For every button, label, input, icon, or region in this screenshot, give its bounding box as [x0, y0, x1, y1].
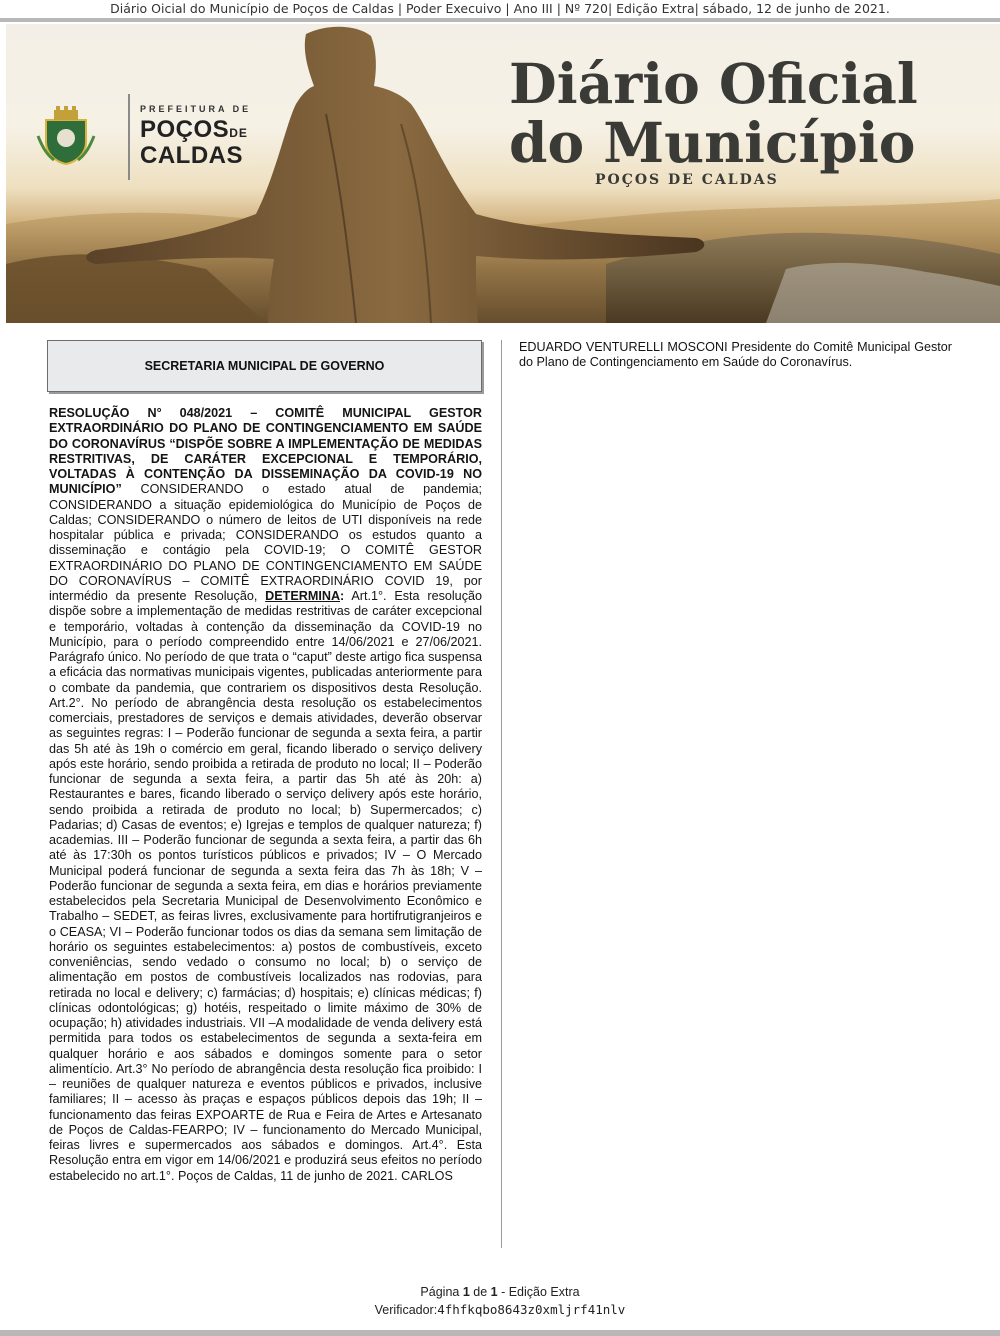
column-divider: [501, 340, 502, 1248]
logo-divider: [128, 94, 130, 180]
determina-label: DETERMINA:: [265, 589, 345, 603]
logo-prefeitura-label: PREFEITURA DE: [140, 104, 252, 114]
section-box: [47, 340, 482, 392]
coat-of-arms-icon: [36, 106, 96, 166]
logo-de: DE: [229, 126, 248, 140]
page-total: 1: [490, 1285, 498, 1299]
page-indicator: Página 1 de 1 - Edição Extra: [420, 1285, 580, 1299]
resolution-continuation: EDUARDO VENTURELLI MOSCONI Presidente do Comitê Municipal Gestor do Plano de Contingenciamento em Saúde do Coronavírus.: [519, 340, 952, 370]
section-title: SECRETARIA MUNICIPAL DE GOVERNO: [144, 359, 385, 373]
masthead-city: POÇOS DE CALDAS: [595, 172, 779, 188]
edition-header: Diário Oicial do Município de Poços de Caldas | Poder Execuivo | Ano III | Nº 720| Edição Extra| sábado, 12 de junho de 2021.: [110, 1, 890, 16]
logo-caldas: CALDAS: [140, 142, 243, 169]
logo-pocos: POÇOSDE: [140, 116, 248, 143]
header-rule: [0, 18, 1000, 22]
masthead-line1: Diário Oficial: [509, 51, 918, 116]
footer-rule: [0, 1330, 1000, 1336]
resolution-body: [49, 406, 482, 1184]
prefeitura-logo: [36, 86, 256, 186]
resolution-text-part2: Art.1°. Esta resolução dispõe sobre a implementação de medidas restritivas de caráter excepcional e temporário, voltadas à contenção da disseminação da COVID-19 no Município, para o período compreendido entre 14/06/2021 e 27/06/2021. Parágrafo único. No período de que trata o “caput” deste artigo fica suspensa a eficácia das normativas municipais vigentes, publicadas anteriormente para o combate da pandemia, que contrariem os dispositivos desta Resolução. Art.2°. No período de abrangência desta resolução os estabelecimentos comerciais, prestadores de serviços e demais atividades, deverão observar as seguintes regras: I – Poderão funcionar de segunda a sexta feira, a partir das 5h até às 19h o comércio em geral, ficando liberado o serviço delivery após este horário, sendo proibida a retirada de produto no local; II – Poderão funcionar de segunda a sexta feira, a partir das 5h até às 20h: a) Restaurantes e bares, ficando liberado o serviço delivery após este horário, sendo proibida a retirada de produto no local; b) Supermercados; c) Padarias; d) Casas de eventos; e) Igrejas e templos de qualquer natureza; f) academias. III – Poderão funcionar de segunda a sexta feira, a partir das 6h até às 17:30h os pontos turísticos públicos e privados; IV – O Mercado Municipal poderá funcionar de segunda a sexta feira das 7h às 18h; V – Poderão funcionar de segunda a sexta feira, em dias e horários previamente estabelecidos pela Secretaria Municipal de Desenvolvimento Econômico e Trabalho – SEDET, as feiras livres, exclusivamente para hortifrutigranjeiros e o CEASA; VI – Poderão funcionar todos os dias da semana sem limitação de horário os seguintes estabelecimentos: a) postos de combustíveis, exceto conveniências, sendo vedado o consumo no local; b) o serviço de alimentação em postos de combustíveis localizados nas rodovias, para retirada no local e delivery; c) farmácias; d) hospitais; e) clínicas médicas; f) clínicas odontológicas; g) hotéis, respeitado o limite máximo de 30% de ocupação; h) atividades industriais. VII –A modalidade de venda delivery está permitida para todos os estabelecimentos de segunda a sexta-feira em qualquer horário e aos sábados e domingos somente para o setor alimentício. Art.3° No período de abrangência desta resolução fica proibido: I – reuniões de qualquer natureza e eventos públicos e privados, inclusive familiares; II – acesso às praças e espaços públicos depois das 19h; II – funcionamento das feiras EXPOARTE de Rua e Feira de Artes e Artesanato de Poços de Caldas-FEARPO; IV – funcionamento do Mercado Municipal, feiras livres e supermercados aos sábados e domingos. Art.4°. Esta Resolução entra em vigor em 14/06/2021 e produzirá seus efeitos no período estabelecido no art.1°. Poços de Caldas, 11 de junho de 2021. CARLOS: [49, 589, 482, 1183]
page-footer: [0, 1284, 1000, 1319]
verifier-code: 4fhfkqbo8643z0xmljrf41nlv: [437, 1302, 626, 1317]
masthead-line2: do Município: [509, 110, 916, 175]
resolution-text-part1: CONSIDERANDO o estado atual de pandemia; CONSIDERANDO a situação epidemiológica do Município de Poços de Caldas; CONSIDERANDO o número de leitos de UTI disponíveis na rede hospitalar pública e privada; CONSIDERANDO os estudos quanto a disseminação e contágio pela COVID-19; O COMITÊ GESTOR EXTRAORDINÁRIO DO PLANO DE CONTINGENCIAMENTO EM SAÚDE DO CORONAVÍRUS – COMITÊ EXTRAORDINÁRIO COVID 19, por intermédio da presente Resolução,: [49, 482, 482, 603]
page-current: 1: [462, 1285, 470, 1299]
verifier: Verificador:4fhfkqbo8643z0xmljrf41nlv: [374, 1302, 626, 1317]
masthead-title: [509, 51, 989, 188]
masthead-banner: [6, 24, 1000, 323]
resolution-heading: RESOLUÇÃO N° 048/2021 – COMITÊ MUNICIPAL GESTOR EXTRAORDINÁRIO DO PLANO DE CONTINGENCIAMENTO EM SAÚDE DO CORONAVÍRUS “DISPÕE SOBRE A IMPLEMENTAÇÃO DE MEDIDAS RESTRITIVAS, DE CARÁTER EXCEPCIONAL E TEMPORÁRIO, VOLTADAS À CONTENÇÃO DA DISSEMINAÇÃO DA COVID-19 NO MUNICÍPIO”: [49, 406, 482, 497]
